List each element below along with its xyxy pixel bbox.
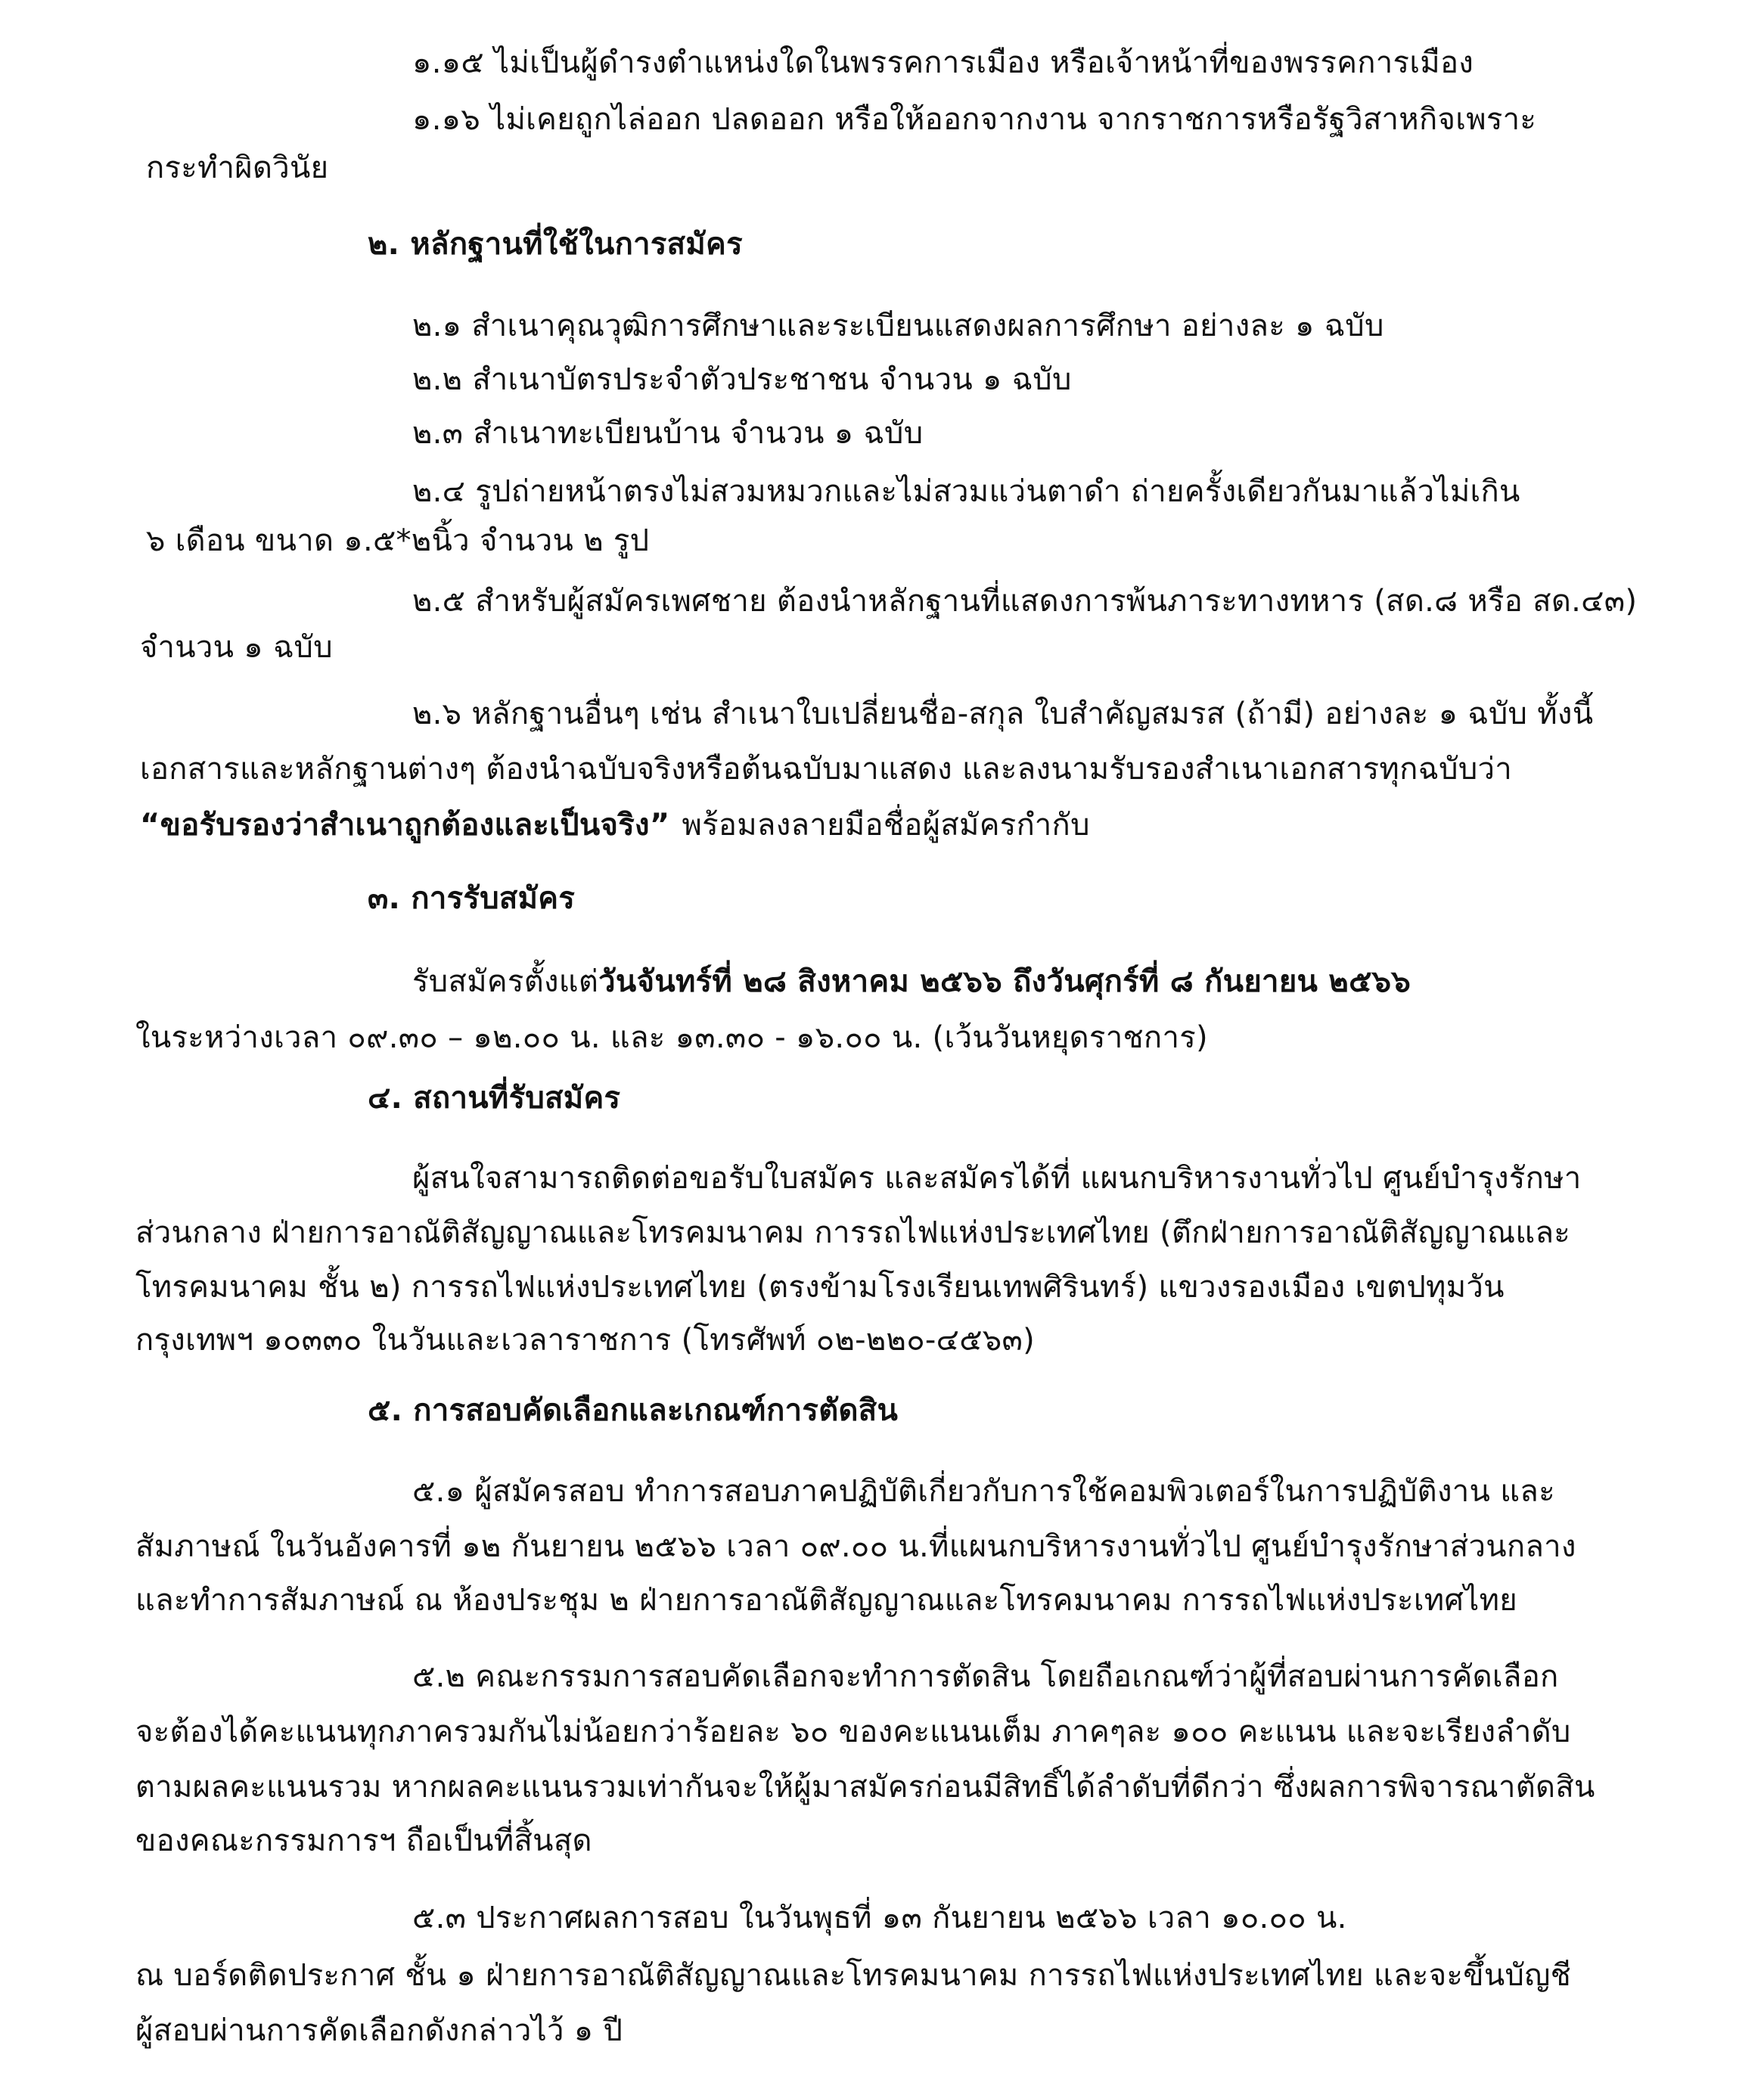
application-period-line-1: [412, 954, 1411, 1009]
certification-phrase: “ขอรับรองว่าสำเนาถูกต้องและเป็นจริง”: [140, 808, 670, 843]
item-5-3-line-2: ณ บอร์ดติดประกาศ ชั้น ๑ ฝ่ายการอาณัติสัญญาณและโทรคมนาคม การรถไฟแห่งประเทศไทย และจะขึ้นบัญชี: [135, 1958, 1572, 1993]
application-period-line-2: ในระหว่างเวลา ๐๙.๓๐ – ๑๒.๐๐ น. และ ๑๓.๓๐ - ๑๖.๐๐ น. (เว้นวันหยุดราชการ): [135, 1020, 1208, 1055]
location-line-4: กรุงเทพฯ ๑๐๓๓๐ ในวันและเวลาราชการ (โทรศัพท์ ๐๒-๒๒๐-๔๕๖๓): [135, 1323, 1036, 1358]
item-2-4-line-1: ๒.๔ รูปถ่ายหน้าตรงไม่สวมหมวกและไม่สวมแว่นตาดำ ถ่ายครั้งเดียวกันมาแล้วไม่เกิน: [412, 474, 1520, 509]
item-5-3-line-3: ผู้สอบผ่านการคัดเลือกดังกล่าวไว้ ๑ ปี: [135, 2013, 623, 2048]
application-period-prefix: รับสมัครตั้งแต่: [412, 964, 599, 999]
item-2-5-line-2: จำนวน ๑ ฉบับ: [140, 630, 333, 665]
item-2-6-line-3: [140, 798, 1090, 852]
item-1-16-line-1: ๑.๑๖ ไม่เคยถูกไล่ออก ปลดออก หรือให้ออกจากงาน จากราชการหรือรัฐวิสาหกิจเพราะ: [412, 102, 1537, 137]
section-2-heading: ๒. หลักฐานที่ใช้ในการสมัคร: [368, 227, 743, 262]
item-2-4-line-2: ๖ เดือน ขนาด ๑.๕*๒นิ้ว จำนวน ๒ รูป: [146, 523, 650, 558]
item-5-2-line-3: ตามผลคะแนนรวม หากผลคะแนนรวมเท่ากันจะให้ผู้มาสมัครก่อนมีสิทธิ์ได้ลำดับที่ดีกว่า ซึ่งผลการพิจารณาตัดสิน: [135, 1770, 1595, 1805]
item-2-6-line-2: เอกสารและหลักฐานต่างๆ ต้องนำฉบับจริงหรือต้นฉบับมาแสดง และลงนามรับรองสำเนาเอกสารทุกฉบับว่า: [140, 752, 1513, 787]
item-2-2: ๒.๒ สำเนาบัตรประจำตัวประชาชน จำนวน ๑ ฉบับ: [412, 362, 1072, 397]
item-5-2-line-4: ของคณะกรรมการฯ ถือเป็นที่สิ้นสุด: [135, 1823, 592, 1858]
section-5-heading: ๕. การสอบคัดเลือกและเกณฑ์การตัดสิน: [368, 1393, 899, 1428]
item-2-1: ๒.๑ สำเนาคุณวุฒิการศึกษาและระเบียนแสดงผลการศึกษา อย่างละ ๑ ฉบับ: [412, 309, 1384, 343]
item-2-5-line-1: ๒.๕ สำหรับผู้สมัครเพศชาย ต้องนำหลักฐานที่แสดงการพ้นภาระทางทหาร (สด.๘ หรือ สด.๔๓): [412, 584, 1638, 619]
item-5-1-line-3: และทำการสัมภาษณ์ ณ ห้องประชุม ๒ ฝ่ายการอาณัติสัญญาณและโทรคมนาคม การรถไฟแห่งประเทศไทย: [135, 1583, 1517, 1618]
item-2-6-line-1: ๒.๖ หลักฐานอื่นๆ เช่น สำเนาใบเปลี่ยนชื่อ-สกุล ใบสำคัญสมรส (ถ้ามี) อย่างละ ๑ ฉบับ ทั้งนี้: [412, 697, 1594, 731]
location-line-1: ผู้สนใจสามารถติดต่อขอรับใบสมัคร และสมัครได้ที่ แผนกบริหารงานทั่วไป ศูนย์บำรุงรักษา: [412, 1161, 1582, 1196]
section-4-heading: ๔. สถานที่รับสมัคร: [368, 1081, 621, 1116]
application-period-dates: วันจันทร์ที่ ๒๘ สิงหาคม ๒๕๖๖ ถึงวันศุกร์ที่ ๘ กันยายน ๒๕๖๖: [598, 964, 1412, 999]
item-5-2-line-2: จะต้องได้คะแนนทุกภาครวมกันไม่น้อยกว่าร้อยละ ๖๐ ของคะแนนเต็ม ภาคๆละ ๑๐๐ คะแนน และจะเรียงลำดับ: [135, 1715, 1571, 1749]
item-5-3-line-1: ๕.๓ ประกาศผลการสอบ ในวันพุธที่ ๑๓ กันยายน ๒๕๖๖ เวลา ๑๐.๐๐ น.: [412, 1901, 1347, 1935]
location-line-3: โทรคมนาคม ชั้น ๒) การรถไฟแห่งประเทศไทย (ตรงข้ามโรงเรียนเทพศิรินทร์) แขวงรองเมือง เขตปทุมวัน: [135, 1270, 1505, 1305]
item-5-1-line-1: ๕.๑ ผู้สมัครสอบ ทำการสอบภาคปฏิบัติเกี่ยวกับการใช้คอมพิวเตอร์ในการปฏิบัติงาน และ: [412, 1474, 1555, 1509]
section-3-heading: ๓. การรับสมัคร: [368, 881, 576, 916]
item-5-1-line-2: สัมภาษณ์ ในวันอังคารที่ ๑๒ กันยายน ๒๕๖๖ เวลา ๐๙.๐๐ น.ที่แผนกบริหารงานทั่วไป ศูนย์บำรุงรักษาส่วนกลาง: [135, 1529, 1576, 1564]
item-1-16-line-2: กระทำผิดวินัย: [146, 151, 329, 185]
item-1-15: ๑.๑๕ ไม่เป็นผู้ดำรงตำแหน่งใดในพรรคการเมือง หรือเจ้าหน้าที่ของพรรคการเมือง: [412, 45, 1474, 80]
location-line-2: ส่วนกลาง ฝ่ายการอาณัติสัญญาณและโทรคมนาคม การรถไฟแห่งประเทศไทย (ตึกฝ่ายการอาณัติสัญญาณและ: [135, 1215, 1571, 1250]
item-2-3: ๒.๓ สำเนาทะเบียนบ้าน จำนวน ๑ ฉบับ: [412, 416, 924, 451]
item-5-2-line-1: ๕.๒ คณะกรรมการสอบคัดเลือกจะทำการตัดสิน โดยถือเกณฑ์ว่าผู้ที่สอบผ่านการคัดเลือก: [412, 1659, 1559, 1694]
item-2-6-line-3-rest: พร้อมลงลายมือชื่อผู้สมัครกำกับ: [682, 808, 1090, 843]
